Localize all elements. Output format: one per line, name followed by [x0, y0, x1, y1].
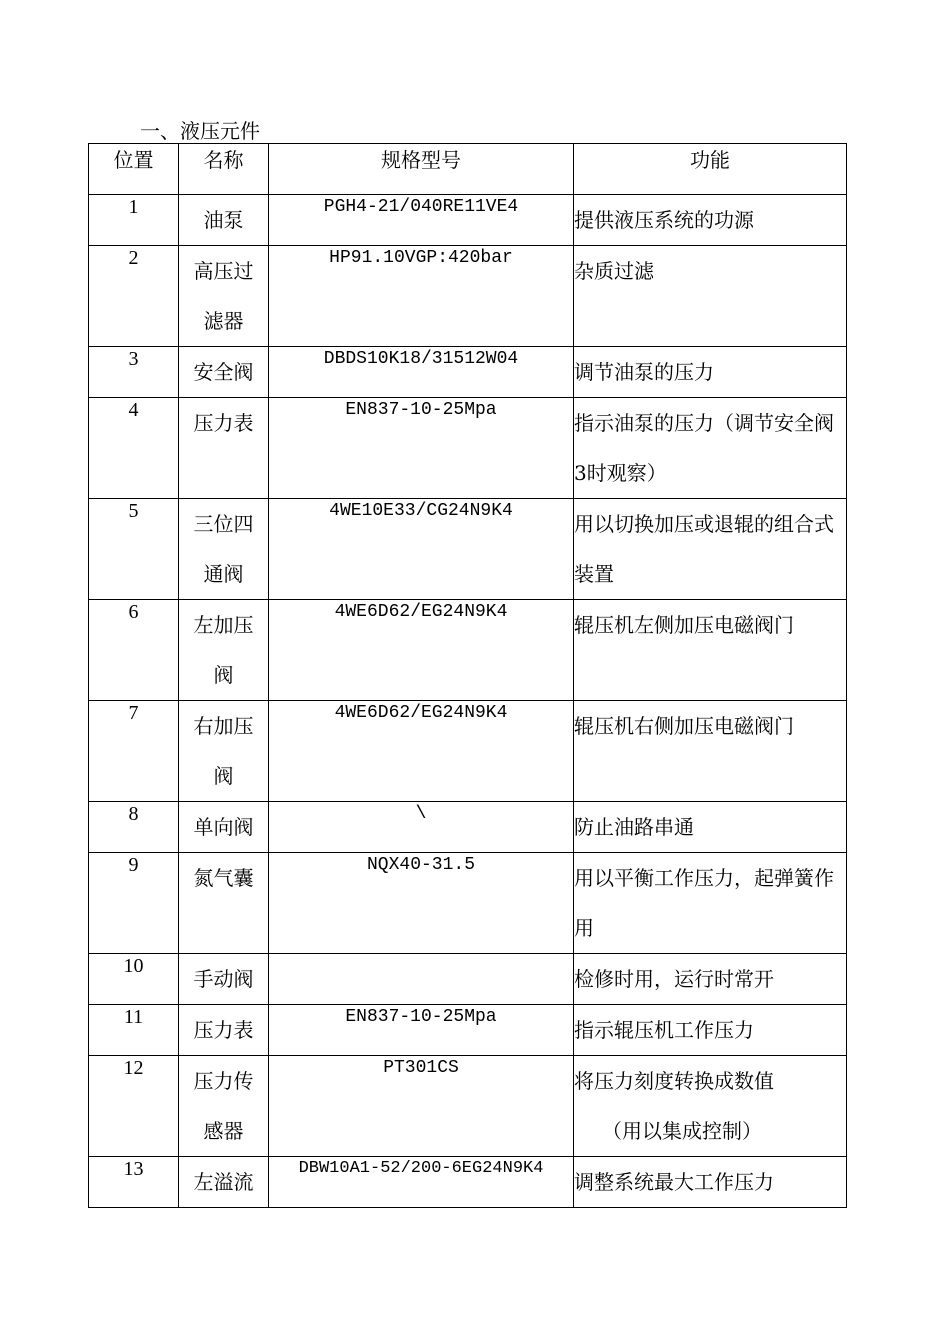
cell-name: 氮气囊 [179, 853, 269, 954]
cell-position: 8 [89, 802, 179, 853]
cell-spec: EN837-10-25Mpa [269, 398, 574, 499]
section-title: 一、液压元件 [140, 119, 260, 143]
cell-name: 压力传感器 [179, 1056, 269, 1157]
cell-function: 提供液压系统的功源 [574, 195, 847, 246]
cell-function-line1: 将压力刻度转换成数值 [574, 1069, 774, 1093]
table-row [89, 246, 847, 347]
cell-spec: EN837-10-25Mpa [269, 1005, 574, 1056]
table-row [89, 600, 847, 701]
cell-function: 用以平衡工作压力，起弹簧作用 [574, 853, 847, 954]
cell-function [574, 1056, 847, 1157]
cell-function: 指示辊压机工作压力 [574, 1005, 847, 1056]
cell-position: 6 [89, 600, 179, 701]
cell-position: 1 [89, 195, 179, 246]
cell-position: 5 [89, 499, 179, 600]
table-row [89, 1056, 847, 1157]
table-row [89, 1005, 847, 1056]
table-row [89, 1157, 847, 1208]
cell-spec: 4WE6D62/EG24N9K4 [269, 701, 574, 802]
table-row [89, 398, 847, 499]
cell-name: 高压过滤器 [179, 246, 269, 347]
cell-spec: HP91.10VGP:420bar [269, 246, 574, 347]
cell-function: 用以切换加压或退辊的组合式装置 [574, 499, 847, 600]
cell-name: 手动阀 [179, 954, 269, 1005]
cell-function: 指示油泵的压力（调节安全阀3时观察） [574, 398, 847, 499]
cell-name: 左加压阀 [179, 600, 269, 701]
cell-position: 11 [89, 1005, 179, 1056]
cell-function: 调节油泵的压力 [574, 347, 847, 398]
hydraulic-components-table [88, 143, 847, 1208]
cell-position: 13 [89, 1157, 179, 1208]
cell-name: 三位四通阀 [179, 499, 269, 600]
cell-spec: 4WE6D62/EG24N9K4 [269, 600, 574, 701]
cell-function: 杂质过滤 [574, 246, 847, 347]
cell-position: 7 [89, 701, 179, 802]
header-name: 名称 [179, 144, 269, 195]
table-row [89, 499, 847, 600]
table-row [89, 954, 847, 1005]
table-row [89, 853, 847, 954]
cell-function: 辊压机左侧加压电磁阀门 [574, 600, 847, 701]
cell-name: 压力表 [179, 398, 269, 499]
cell-function: 辊压机右侧加压电磁阀门 [574, 701, 847, 802]
cell-position: 3 [89, 347, 179, 398]
cell-function: 检修时用，运行时常开 [574, 954, 847, 1005]
cell-spec: PT301CS [269, 1056, 574, 1157]
table-row [89, 802, 847, 853]
cell-name: 左溢流 [179, 1157, 269, 1208]
cell-name: 安全阀 [179, 347, 269, 398]
cell-name: 右加压阀 [179, 701, 269, 802]
table-row [89, 701, 847, 802]
table-row [89, 347, 847, 398]
cell-position: 2 [89, 246, 179, 347]
table-row [89, 195, 847, 246]
header-position: 位置 [89, 144, 179, 195]
cell-position: 10 [89, 954, 179, 1005]
cell-position: 4 [89, 398, 179, 499]
cell-function: 防止油路串通 [574, 802, 847, 853]
header-spec: 规格型号 [269, 144, 574, 195]
cell-name: 单向阀 [179, 802, 269, 853]
cell-spec: PGH4-21/040RE11VE4 [269, 195, 574, 246]
cell-position: 9 [89, 853, 179, 954]
cell-name: 油泵 [179, 195, 269, 246]
cell-spec: DBDS10K18/31512W04 [269, 347, 574, 398]
cell-position: 12 [89, 1056, 179, 1157]
cell-spec: 4WE10E33/CG24N9K4 [269, 499, 574, 600]
cell-name: 压力表 [179, 1005, 269, 1056]
cell-function: 调整系统最大工作压力 [574, 1157, 847, 1208]
cell-spec: DBW10A1-52/200-6EG24N9K4 [269, 1157, 574, 1208]
cell-spec: \ [269, 802, 574, 853]
cell-spec [269, 954, 574, 1005]
header-function: 功能 [574, 144, 847, 195]
cell-function-line2: （用以集成控制） [602, 1119, 762, 1143]
table-header-row [89, 144, 847, 195]
cell-spec: NQX40-31.5 [269, 853, 574, 954]
